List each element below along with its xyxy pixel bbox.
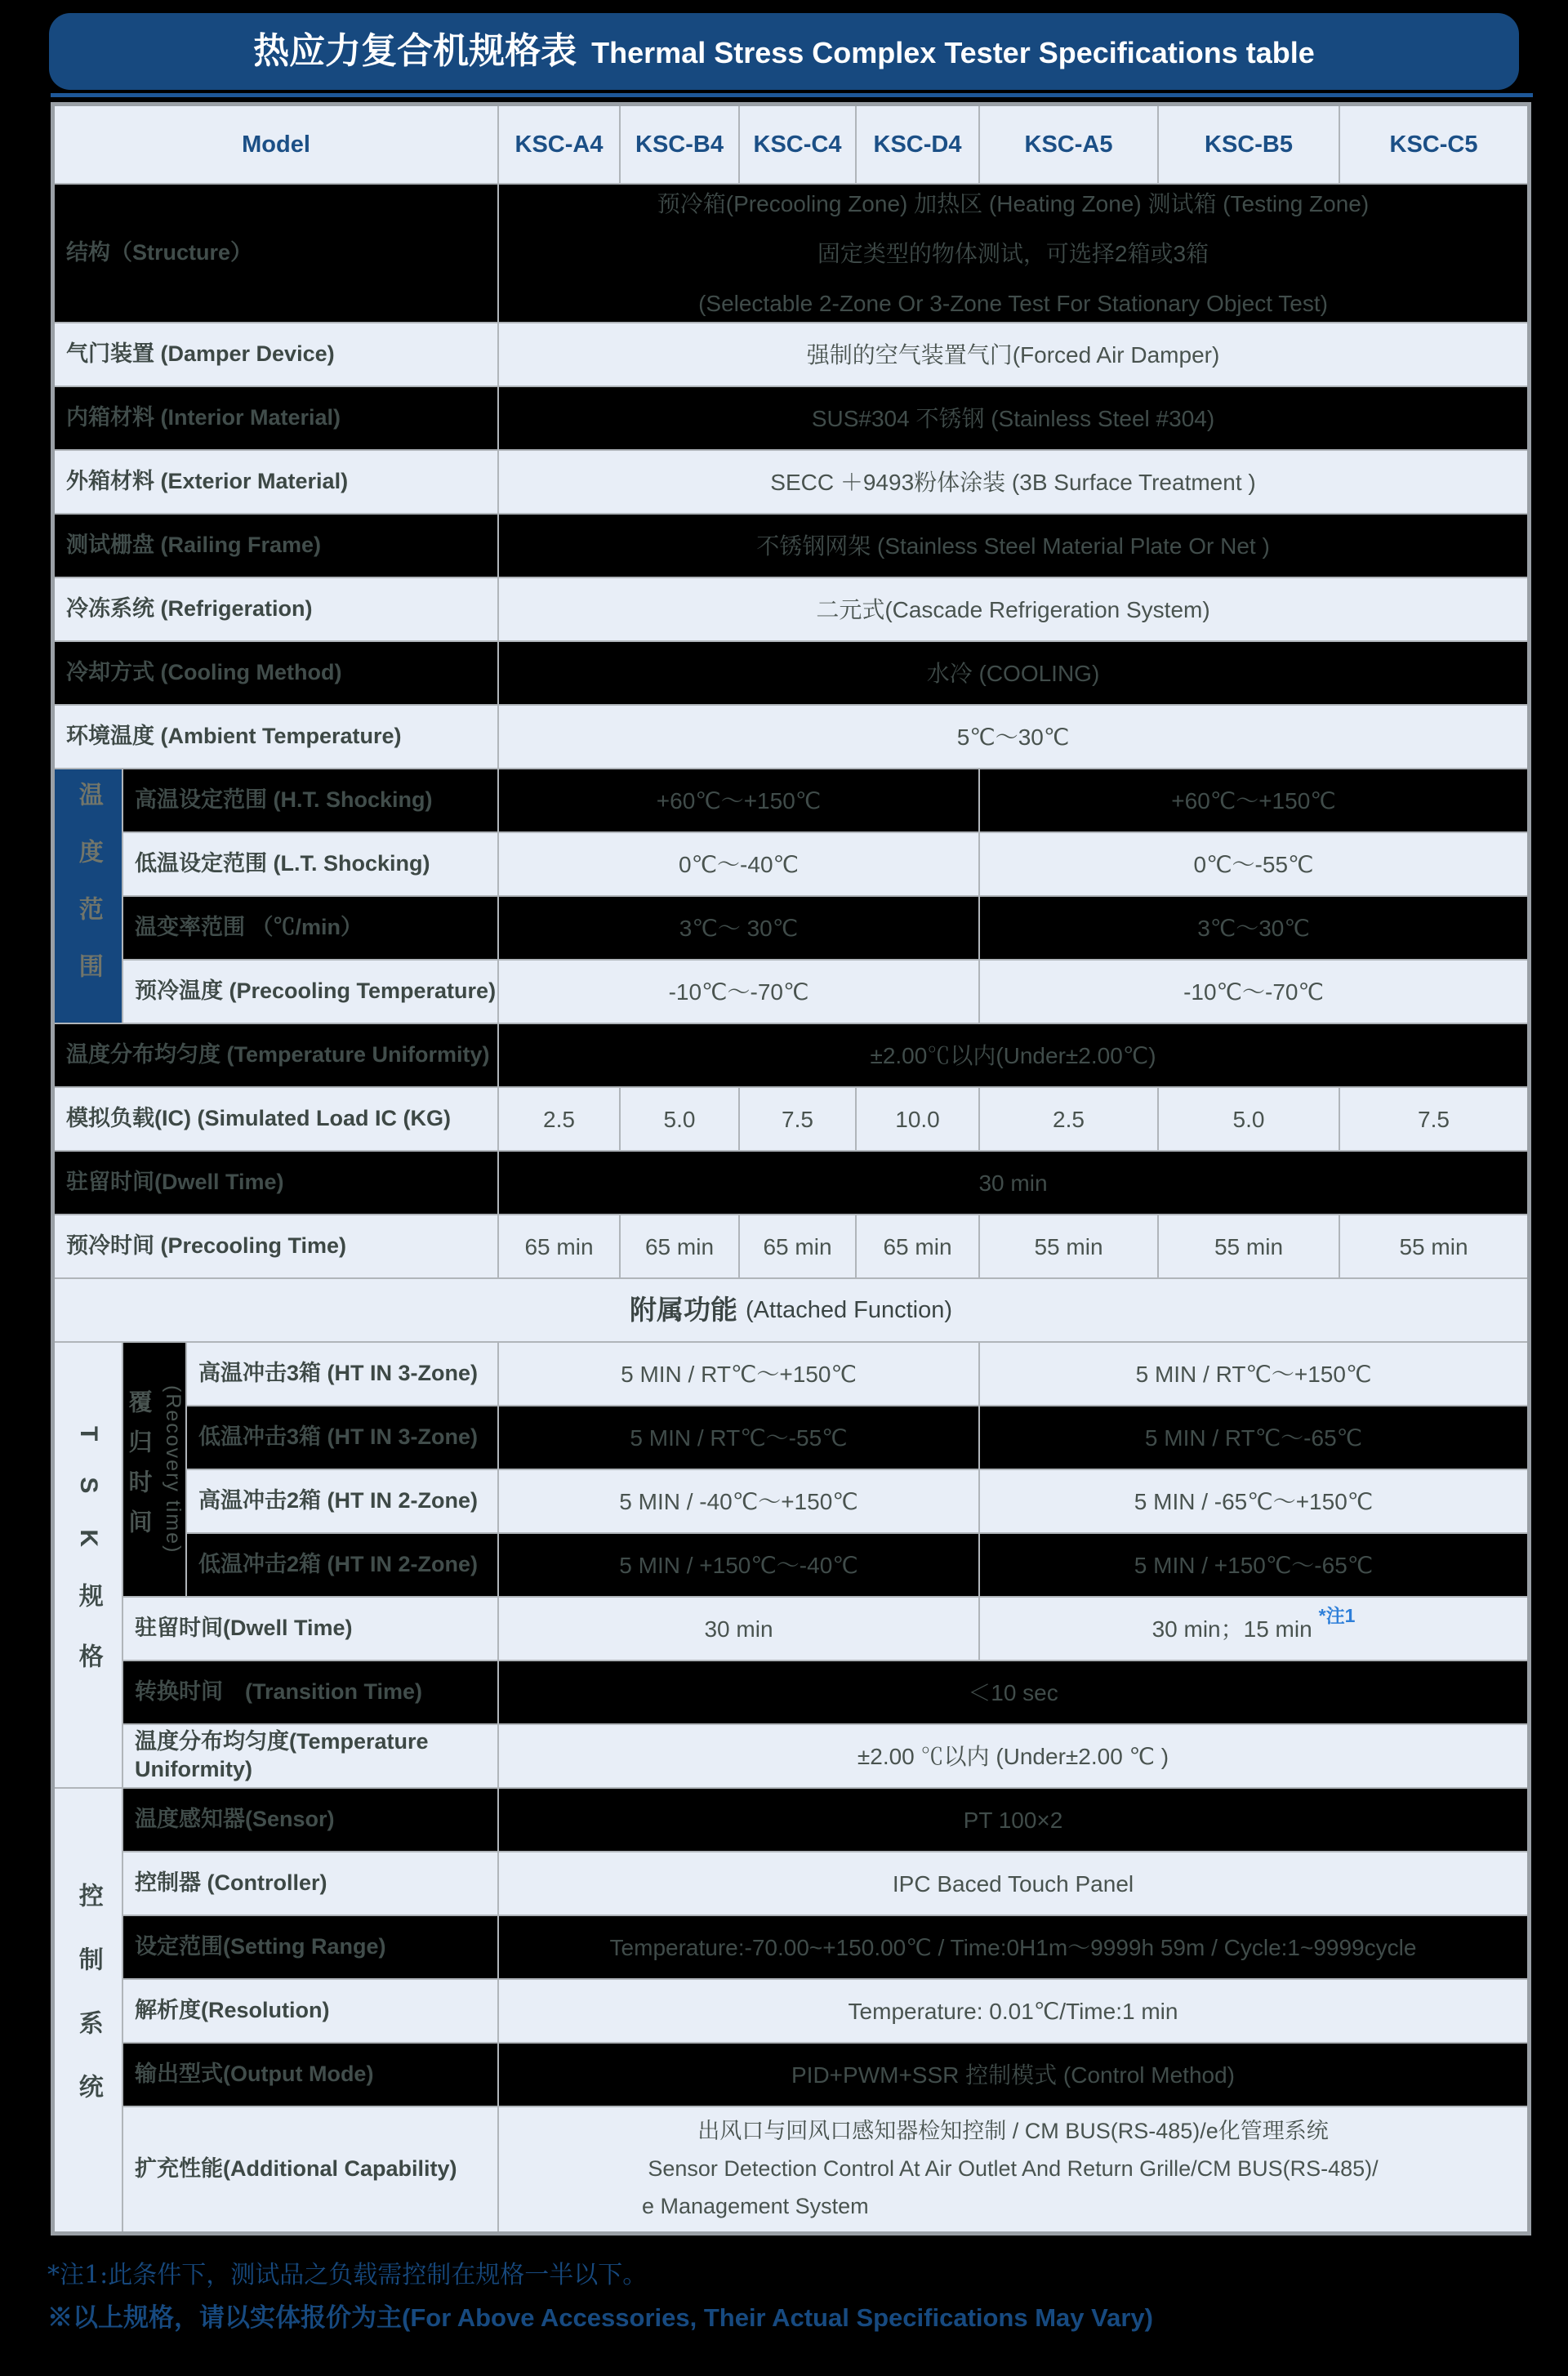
row-label-interior: 内箱材料 (Interior Material) (55, 387, 497, 449)
title-underline (51, 93, 1533, 97)
row-value-exterior: SECC ＋9493粉体涂装 (3B Surface Treatment ) (499, 451, 1527, 513)
page-title-en: Thermal Stress Complex Tester Specifications table (591, 36, 1315, 69)
row-label-railing: 测试栅盘 (Railing Frame) (55, 515, 497, 577)
load-ksc-d4: 10.0 (857, 1088, 978, 1150)
additional-line-3: e Management System (642, 2193, 869, 2218)
footnote-2: ※以上规格，请以实体报价为主(For Above Accessories, Their Actual Specifications May Vary) (47, 2303, 1153, 2332)
side-label-control-system: 控制系统 (55, 1789, 122, 2231)
row-value-ambient: 5℃～30℃ (499, 706, 1527, 768)
row-label-lt-shocking: 低温设定范围 (L.T. Shocking) (123, 833, 497, 895)
row-value-lt-2zone-5series: 5 MIN / +150℃～-65℃ (980, 1534, 1527, 1596)
row-label-ramp-rate: 温变率范围 （℃/min） (123, 897, 497, 959)
row-label-resolution: 解析度(Resolution) (123, 1980, 497, 2042)
precool-ksc-a5: 55 min (980, 1215, 1157, 1277)
load-ksc-a5: 2.5 (980, 1088, 1157, 1150)
row-value-ht-shocking-5series: +60℃～+150℃ (980, 769, 1527, 831)
row-label-precooling-temp: 预冷温度 (Precooling Temperature) (123, 961, 497, 1023)
side-label-recovery-time: 覆归时间 (Recovery time) (123, 1343, 185, 1596)
row-value-lt-2zone-4series: 5 MIN / +150℃～-40℃ (499, 1534, 978, 1596)
row-value-ht-2zone-4series: 5 MIN / -40℃～+150℃ (499, 1470, 978, 1532)
row-value-lt-shocking-5series: 0℃～-55℃ (980, 833, 1527, 895)
row-label-additional-capability: 扩充性能(Additional Capability) (123, 2107, 497, 2231)
row-label-lt-2zone: 低温冲击2箱 (HT IN 2-Zone) (187, 1534, 497, 1596)
model-header-label: Model (55, 106, 497, 183)
title-bar (49, 13, 1519, 90)
spec-table (51, 102, 1531, 2236)
row-value-ramp-rate-4series: 3℃～ 30℃ (499, 897, 978, 959)
row-label-sensor: 温度感知器(Sensor) (123, 1789, 497, 1851)
row-label-setting-range: 设定范围(Setting Range) (123, 1916, 497, 1978)
row-value-ht-2zone-5series: 5 MIN / -65℃～+150℃ (980, 1470, 1527, 1532)
model-header-ksc-a4: KSC-A4 (499, 106, 619, 183)
row-value-transition-time: ＜10 sec (499, 1661, 1527, 1723)
precool-ksc-c5: 55 min (1340, 1215, 1527, 1277)
model-header-ksc-c5: KSC-C5 (1340, 106, 1527, 183)
model-header-ksc-c4: KSC-C4 (740, 106, 855, 183)
row-label-tsk-uniformity: 温度分布均匀度(Temperature Uniformity) (123, 1725, 497, 1787)
row-label-structure: 结构（Structure） (55, 185, 497, 322)
row-label-simulated-load: 模拟负载(IC) (Simulated Load IC (KG) (55, 1088, 497, 1150)
row-value-ht-3zone-4series: 5 MIN / RT℃～+150℃ (499, 1343, 978, 1405)
row-value-setting-range: Temperature:-70.00~+150.00℃ / Time:0H1m～9999h 59m / Cycle:1~9999cycle (499, 1916, 1527, 1978)
row-label-ht-2zone: 高温冲击2箱 (HT IN 2-Zone) (187, 1470, 497, 1532)
row-value-dwell-time: 30 min (499, 1152, 1527, 1214)
model-header-ksc-a5: KSC-A5 (980, 106, 1157, 183)
load-ksc-a4: 2.5 (499, 1088, 619, 1150)
row-value-precooling-temp-4series: -10℃～-70℃ (499, 961, 978, 1023)
structure-line-2: 固定类型的物体测试，可选择2箱或3箱 (817, 240, 1209, 266)
row-value-lt-3zone-5series: 5 MIN / RT℃～-65℃ (980, 1406, 1527, 1469)
row-value-ht-shocking-4series: +60℃～+150℃ (499, 769, 978, 831)
row-label-exterior: 外箱材料 (Exterior Material) (55, 451, 497, 513)
load-ksc-b4: 5.0 (621, 1088, 738, 1150)
row-label-ht-3zone: 高温冲击3箱 (HT IN 3-Zone) (187, 1343, 497, 1405)
row-value-refrigeration: 二元式(Cascade Refrigeration System) (499, 578, 1527, 640)
row-label-tsk-dwell: 驻留时间(Dwell Time) (123, 1598, 497, 1660)
side-label-temperature-range: 温度范围 (55, 769, 122, 1023)
precool-ksc-c4: 65 min (740, 1215, 855, 1277)
side-label-tsk-spec: TSK规格 (55, 1343, 122, 1787)
row-label-output-mode: 输出型式(Output Mode) (123, 2044, 497, 2106)
row-value-lt-shocking-4series: 0℃～-40℃ (499, 833, 978, 895)
row-value-output-mode: PID+PWM+SSR 控制模式 (Control Method) (499, 2044, 1527, 2106)
load-ksc-c4: 7.5 (740, 1088, 855, 1150)
load-ksc-b5: 5.0 (1159, 1088, 1339, 1150)
page-title-zh: 热应力复合机规格表 (253, 31, 577, 71)
row-value-tsk-dwell-5series: 30 min；15 min $^{*注1}$ (980, 1598, 1527, 1660)
row-label-cooling: 冷却方式 (Cooling Method) (55, 642, 497, 704)
row-value-tsk-uniformity: ±2.00 ℃以内 (Under±2.00 ℃ ) (499, 1725, 1527, 1787)
row-value-sensor: PT 100×2 (499, 1789, 1527, 1851)
row-value-damper: 强制的空气装置气门(Forced Air Damper) (499, 323, 1527, 386)
row-value-resolution: Temperature: 0.01℃/Time:1 min (499, 1980, 1527, 2042)
row-value-ht-3zone-5series: 5 MIN / RT℃～+150℃ (980, 1343, 1527, 1405)
load-ksc-c5: 7.5 (1340, 1088, 1527, 1150)
row-label-precooling-time: 预冷时间 (Precooling Time) (55, 1215, 497, 1277)
precool-ksc-a4: 65 min (499, 1215, 619, 1277)
row-value-controller: IPC Baced Touch Panel (499, 1852, 1527, 1915)
row-value-precooling-temp-5series: -10℃～-70℃ (980, 961, 1527, 1023)
row-label-controller: 控制器 (Controller) (123, 1852, 497, 1915)
structure-line-3: (Selectable 2-Zone Or 3-Zone Test For Stationary Object Test) (698, 290, 1328, 316)
row-value-railing: 不锈钢网架 (Stainless Steel Material Plate Or Net ) (499, 515, 1527, 577)
structure-line-1: 预冷箱(Precooling Zone) 加热区 (Heating Zone) 测试箱 (Testing Zone) (657, 190, 1370, 216)
row-value-uniformity: ±2.00℃以内(Under±2.00℃) (499, 1024, 1527, 1086)
model-header-ksc-d4: KSC-D4 (857, 106, 978, 183)
precool-ksc-b4: 65 min (621, 1215, 738, 1277)
row-value-structure (499, 185, 1527, 322)
row-label-damper: 气门装置 (Damper Device) (55, 323, 497, 386)
footnote-1: *注1:此条件下，测试品之负载需控制在规格一半以下。 (47, 2261, 648, 2289)
row-label-refrigeration: 冷冻系统 (Refrigeration) (55, 578, 497, 640)
precool-ksc-b5: 55 min (1159, 1215, 1339, 1277)
note1-reference: *注1 (1318, 1604, 1356, 1626)
row-value-lt-3zone-4series: 5 MIN / RT℃～-55℃ (499, 1406, 978, 1469)
additional-line-1: 出风口与回风口感知器检知控制 / CM BUS(RS-485)/e化管理系统 (697, 2119, 1329, 2144)
additional-line-2: Sensor Detection Control At Air Outlet And Return Grille/CM BUS(RS-485)/ (648, 2156, 1379, 2182)
precool-ksc-d4: 65 min (857, 1215, 978, 1277)
row-value-ramp-rate-5series: 3℃～30℃ (980, 897, 1527, 959)
row-label-lt-3zone: 低温冲击3箱 (HT IN 3-Zone) (187, 1406, 497, 1469)
row-label-ambient: 环境温度 (Ambient Temperature) (55, 706, 497, 768)
row-label-dwell-time: 驻留时间(Dwell Time) (55, 1152, 497, 1214)
model-header-ksc-b5: KSC-B5 (1159, 106, 1339, 183)
row-value-cooling: 水冷 (COOLING) (499, 642, 1527, 704)
row-label-ht-shocking: 高温设定范围 (H.T. Shocking) (123, 769, 497, 831)
row-value-additional-capability (499, 2107, 1527, 2231)
section-header-attached-function: 附属功能 (Attached Function) (55, 1279, 1527, 1341)
row-label-transition-time: 转换时间 (Transition Time) (123, 1661, 497, 1723)
row-label-uniformity: 温度分布均匀度 (Temperature Uniformity) (55, 1024, 497, 1086)
row-value-tsk-dwell-4series: 30 min (499, 1598, 978, 1660)
row-value-interior: SUS#304 不锈钢 (Stainless Steel #304) (499, 387, 1527, 449)
model-header-ksc-b4: KSC-B4 (621, 106, 738, 183)
